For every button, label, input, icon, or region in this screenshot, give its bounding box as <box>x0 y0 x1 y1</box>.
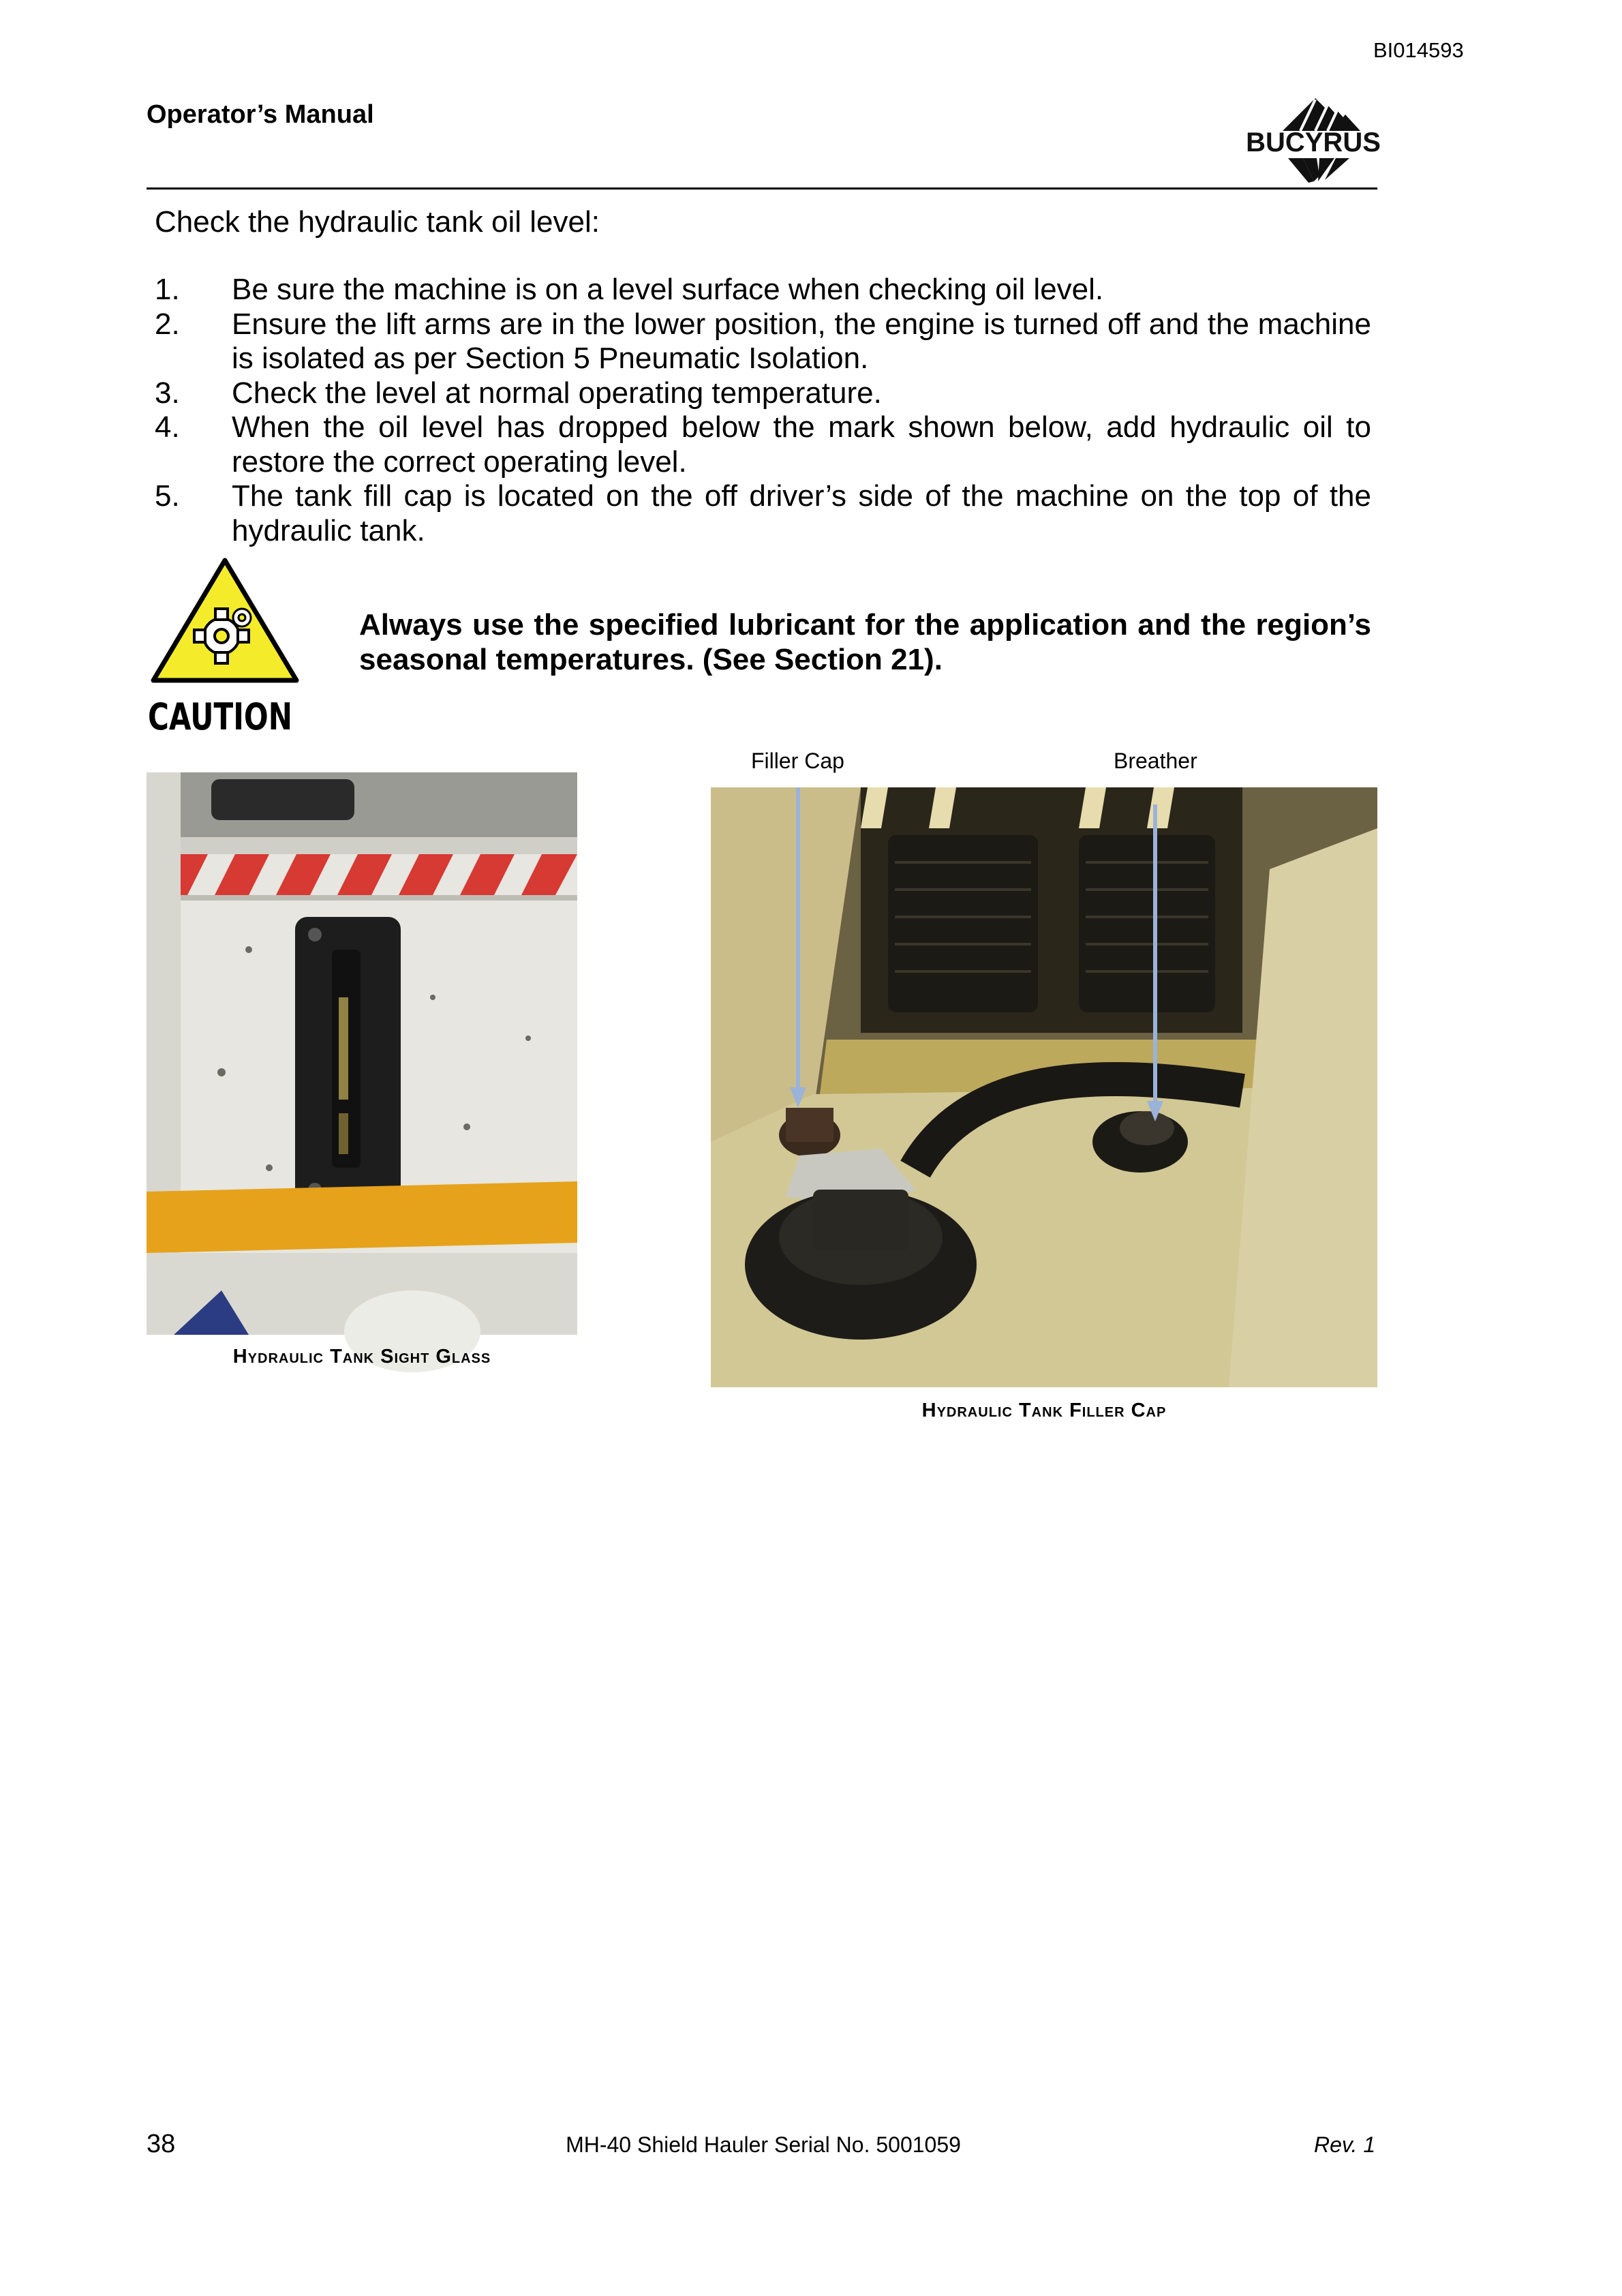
filler-cap-photo <box>711 787 1377 1387</box>
breather-callout: Breather <box>1114 749 1197 773</box>
step-4 <box>155 410 1371 479</box>
manual-title: Operator’s Manual <box>147 100 374 129</box>
step-number: 2. <box>155 307 180 341</box>
caution-label: CAUTION <box>148 695 292 738</box>
filler-cap-callout: Filler Cap <box>751 749 844 773</box>
sight-glass-caption <box>147 1346 577 1368</box>
procedure-steps <box>155 273 1371 548</box>
step-text: Be sure the machine is on a level surface when checking oil level. <box>232 273 1104 306</box>
page-number: 38 <box>147 2130 176 2158</box>
revision-label: Rev. 1 <box>1314 2132 1376 2157</box>
caption-text: Hydraulic Tank Filler Cap <box>921 1400 1167 1421</box>
step-number: 1. <box>155 273 180 306</box>
step-3 <box>155 376 1371 411</box>
step-text: Ensure the lift arms are in the lower position, the engine is turned off and the machine is isolated as per Section 5 Pneumatic Isolation. <box>232 307 1371 375</box>
document-id: BI014593 <box>1373 38 1464 62</box>
step-text: When the oil level has dropped below the mark shown below, add hydraulic oil to restore the correct operating level. <box>232 410 1371 479</box>
caution-message: Always use the specified lubricant for the application and the region’s seasonal temperatures. (See Section 21). <box>359 608 1371 676</box>
caution-warning-icon <box>147 558 303 738</box>
bucyrus-logo <box>1240 95 1387 184</box>
step-text: Check the level at normal operating temperature. <box>232 376 882 410</box>
logo-text: BUCYRUS <box>1246 127 1381 157</box>
sight-glass-photo <box>147 772 577 1335</box>
step-2 <box>155 307 1371 376</box>
step-5 <box>155 479 1371 548</box>
step-number: 5. <box>155 479 180 513</box>
step-number: 3. <box>155 376 180 410</box>
filler-cap-caption <box>711 1400 1377 1422</box>
step-text: The tank fill cap is located on the off driver’s side of the machine on the top of the hydraulic tank. <box>232 479 1371 547</box>
step-number: 4. <box>155 410 180 444</box>
caption-text: Hydraulic Tank Sight Glass <box>232 1346 491 1368</box>
footer-serial: MH-40 Shield Hauler Serial No. 5001059 <box>566 2132 961 2157</box>
section-intro: Check the hydraulic tank oil level: <box>155 205 600 239</box>
header-divider <box>147 187 1377 190</box>
step-1 <box>155 273 1371 307</box>
